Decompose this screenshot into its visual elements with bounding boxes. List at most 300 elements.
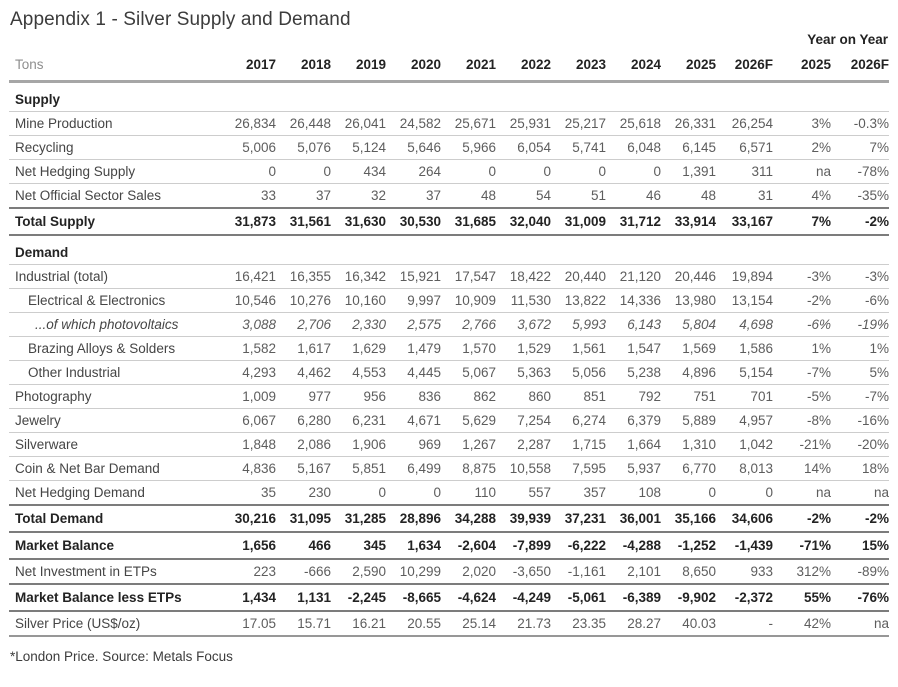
- cell: 5,154: [716, 361, 773, 385]
- cell: 16,421: [221, 265, 276, 289]
- cell: 25,671: [441, 112, 496, 136]
- cell: 792: [606, 385, 661, 409]
- cell: 312%: [773, 559, 831, 584]
- cell: 933: [716, 559, 773, 584]
- cell: -8,665: [386, 584, 441, 611]
- cell: 956: [331, 385, 386, 409]
- cell: 36,001: [606, 505, 661, 532]
- cell: 16,342: [331, 265, 386, 289]
- row-label: Photography: [9, 385, 221, 409]
- cell: -1,252: [661, 532, 716, 559]
- cell: 0: [221, 160, 276, 184]
- cell: 6,067: [221, 409, 276, 433]
- cell: 16,355: [276, 265, 331, 289]
- cell: 6,054: [496, 136, 551, 160]
- cell: -0.3%: [831, 112, 889, 136]
- cell: 4,671: [386, 409, 441, 433]
- cell: 34,288: [441, 505, 496, 532]
- row-label: Net Hedging Demand: [9, 481, 221, 506]
- cell: -78%: [831, 160, 889, 184]
- cell: 55%: [773, 584, 831, 611]
- cell: 1,042: [716, 433, 773, 457]
- cell: 42%: [773, 611, 831, 636]
- row-label: Jewelry: [9, 409, 221, 433]
- cell: 10,160: [331, 289, 386, 313]
- cell: 108: [606, 481, 661, 506]
- cell: 5,937: [606, 457, 661, 481]
- section-header: Demand: [9, 235, 889, 265]
- cell: 17.05: [221, 611, 276, 636]
- cell: 26,254: [716, 112, 773, 136]
- column-header-9-2026f: 2026F: [716, 51, 773, 82]
- cell: 7%: [773, 208, 831, 235]
- table-body: [9, 82, 889, 637]
- cell: 37: [386, 184, 441, 209]
- cell: 30,216: [221, 505, 276, 532]
- cell: 48: [441, 184, 496, 209]
- cell: -: [716, 611, 773, 636]
- table-row-supply: [9, 82, 889, 112]
- cell: 1%: [831, 337, 889, 361]
- cell: 1,561: [551, 337, 606, 361]
- cell: 223: [221, 559, 276, 584]
- cell: 26,331: [661, 112, 716, 136]
- cell: 1,664: [606, 433, 661, 457]
- cell: 5,993: [551, 313, 606, 337]
- page-title: Appendix 1 - Silver Supply and Demand: [10, 9, 351, 30]
- cell: 4,957: [716, 409, 773, 433]
- column-header-4-2021: 2021: [441, 51, 496, 82]
- column-header-7-2024: 2024: [606, 51, 661, 82]
- cell: -76%: [831, 584, 889, 611]
- cell: 1,715: [551, 433, 606, 457]
- cell: -666: [276, 559, 331, 584]
- cell: 977: [276, 385, 331, 409]
- cell: -3%: [773, 265, 831, 289]
- cell: 1,529: [496, 337, 551, 361]
- table-row-electrical-electronics: [9, 289, 889, 313]
- cell: -3,650: [496, 559, 551, 584]
- table-header: [9, 51, 889, 82]
- cell: 10,558: [496, 457, 551, 481]
- cell: 25,217: [551, 112, 606, 136]
- row-label: Mine Production: [9, 112, 221, 136]
- table-row-coin-net-bar-demand: [9, 457, 889, 481]
- cell: 434: [331, 160, 386, 184]
- cell: 0: [386, 481, 441, 506]
- cell: 25.14: [441, 611, 496, 636]
- cell: 13,154: [716, 289, 773, 313]
- cell: -7%: [831, 385, 889, 409]
- cell: 5,124: [331, 136, 386, 160]
- cell: 1,434: [221, 584, 276, 611]
- cell: 4,553: [331, 361, 386, 385]
- row-label: Silver Price (US$/oz): [9, 611, 221, 636]
- cell: na: [831, 481, 889, 506]
- cell: 5,889: [661, 409, 716, 433]
- cell: 1,131: [276, 584, 331, 611]
- cell: 6,145: [661, 136, 716, 160]
- column-header-5-2022: 2022: [496, 51, 551, 82]
- cell: -6,389: [606, 584, 661, 611]
- cell: -20%: [831, 433, 889, 457]
- cell: 11,530: [496, 289, 551, 313]
- cell: -4,624: [441, 584, 496, 611]
- cell: 1,547: [606, 337, 661, 361]
- column-header-0-2017: 2017: [221, 51, 276, 82]
- cell: -4,249: [496, 584, 551, 611]
- cell: 466: [276, 532, 331, 559]
- silver-supply-demand-table: [9, 51, 889, 637]
- cell: 37,231: [551, 505, 606, 532]
- table-row-demand: [9, 235, 889, 265]
- cell: -71%: [773, 532, 831, 559]
- cell: 357: [551, 481, 606, 506]
- cell: 10,299: [386, 559, 441, 584]
- table-row-total-supply: [9, 208, 889, 235]
- cell: 4,445: [386, 361, 441, 385]
- cell: 860: [496, 385, 551, 409]
- cell: 7%: [831, 136, 889, 160]
- cell: 0: [496, 160, 551, 184]
- cell: 4,698: [716, 313, 773, 337]
- cell: -1,161: [551, 559, 606, 584]
- cell: 5,966: [441, 136, 496, 160]
- cell: 31,873: [221, 208, 276, 235]
- cell: 701: [716, 385, 773, 409]
- cell: 14%: [773, 457, 831, 481]
- row-label: Other Industrial: [9, 361, 221, 385]
- cell: -2,604: [441, 532, 496, 559]
- cell: 31,712: [606, 208, 661, 235]
- cell: -5%: [773, 385, 831, 409]
- cell: 5,629: [441, 409, 496, 433]
- cell: 5,056: [551, 361, 606, 385]
- cell: 21,120: [606, 265, 661, 289]
- cell: 31: [716, 184, 773, 209]
- cell: 0: [276, 160, 331, 184]
- cell: -2,372: [716, 584, 773, 611]
- cell: na: [831, 611, 889, 636]
- table-row-jewelry: [9, 409, 889, 433]
- cell: -16%: [831, 409, 889, 433]
- cell: -6%: [831, 289, 889, 313]
- cell: 2,086: [276, 433, 331, 457]
- table-row-net-investment-in-etps: [9, 559, 889, 584]
- footnote: *London Price. Source: Metals Focus: [10, 649, 233, 664]
- table-row-net-official-sector-sales: [9, 184, 889, 209]
- cell: 14,336: [606, 289, 661, 313]
- row-label: Coin & Net Bar Demand: [9, 457, 221, 481]
- cell: -3%: [831, 265, 889, 289]
- cell: 31,685: [441, 208, 496, 235]
- cell: 1,479: [386, 337, 441, 361]
- cell: 31,009: [551, 208, 606, 235]
- cell: -2%: [773, 505, 831, 532]
- cell: 4,836: [221, 457, 276, 481]
- cell: 2,766: [441, 313, 496, 337]
- cell: 3,088: [221, 313, 276, 337]
- cell: 21.73: [496, 611, 551, 636]
- table-row-other-industrial: [9, 361, 889, 385]
- column-header-2-2019: 2019: [331, 51, 386, 82]
- cell: -1,439: [716, 532, 773, 559]
- year-on-year-label: Year on Year: [807, 32, 888, 47]
- cell: 6,571: [716, 136, 773, 160]
- table-row-mine-production: [9, 112, 889, 136]
- cell: 4%: [773, 184, 831, 209]
- row-label: Silverware: [9, 433, 221, 457]
- table-row-market-balance-less-etps: [9, 584, 889, 611]
- cell: 5,076: [276, 136, 331, 160]
- cell: 18,422: [496, 265, 551, 289]
- table-header-row: [9, 51, 889, 82]
- cell: -35%: [831, 184, 889, 209]
- cell: 26,834: [221, 112, 276, 136]
- row-label: Market Balance: [9, 532, 221, 559]
- cell: -8%: [773, 409, 831, 433]
- row-label: ...of which photovoltaics: [9, 313, 221, 337]
- cell: 4,293: [221, 361, 276, 385]
- cell: 862: [441, 385, 496, 409]
- cell: 8,875: [441, 457, 496, 481]
- section-header: Supply: [9, 82, 889, 112]
- cell: 5%: [831, 361, 889, 385]
- cell: 28,896: [386, 505, 441, 532]
- cell: -5,061: [551, 584, 606, 611]
- cell: -9,902: [661, 584, 716, 611]
- cell: 5,363: [496, 361, 551, 385]
- cell: 23.35: [551, 611, 606, 636]
- cell: 20,440: [551, 265, 606, 289]
- row-label: Net Investment in ETPs: [9, 559, 221, 584]
- cell: 0: [716, 481, 773, 506]
- cell: -6,222: [551, 532, 606, 559]
- cell: 31,630: [331, 208, 386, 235]
- table-row-silver-price-us-oz: [9, 611, 889, 636]
- cell: 557: [496, 481, 551, 506]
- cell: 0: [441, 160, 496, 184]
- cell: 5,167: [276, 457, 331, 481]
- cell: 8,013: [716, 457, 773, 481]
- cell: 15%: [831, 532, 889, 559]
- cell: 31,095: [276, 505, 331, 532]
- cell: 1,848: [221, 433, 276, 457]
- cell: 5,646: [386, 136, 441, 160]
- cell: 31,285: [331, 505, 386, 532]
- table-row-market-balance: [9, 532, 889, 559]
- cell: 30,530: [386, 208, 441, 235]
- row-label: Brazing Alloys & Solders: [9, 337, 221, 361]
- row-label: Net Hedging Supply: [9, 160, 221, 184]
- cell: -2,245: [331, 584, 386, 611]
- row-label: Total Supply: [9, 208, 221, 235]
- cell: 110: [441, 481, 496, 506]
- cell: 1,634: [386, 532, 441, 559]
- cell: 6,280: [276, 409, 331, 433]
- cell: 2,590: [331, 559, 386, 584]
- cell: 35: [221, 481, 276, 506]
- cell: 32,040: [496, 208, 551, 235]
- cell: 0: [331, 481, 386, 506]
- cell: 0: [551, 160, 606, 184]
- cell: 1,569: [661, 337, 716, 361]
- column-header-6-2023: 2023: [551, 51, 606, 82]
- cell: 25,931: [496, 112, 551, 136]
- column-header-11-2026f: 2026F: [831, 51, 889, 82]
- cell: 6,048: [606, 136, 661, 160]
- cell: 311: [716, 160, 773, 184]
- cell: na: [773, 160, 831, 184]
- cell: 7,254: [496, 409, 551, 433]
- cell: -21%: [773, 433, 831, 457]
- cell: 0: [606, 160, 661, 184]
- cell: 9,997: [386, 289, 441, 313]
- cell: 0: [661, 481, 716, 506]
- row-label: Recycling: [9, 136, 221, 160]
- cell: 10,546: [221, 289, 276, 313]
- table-row-total-demand: [9, 505, 889, 532]
- cell: 15,921: [386, 265, 441, 289]
- cell: 18%: [831, 457, 889, 481]
- cell: 51: [551, 184, 606, 209]
- cell: 20.55: [386, 611, 441, 636]
- table-row-brazing-alloys-solders: [9, 337, 889, 361]
- cell: 20,446: [661, 265, 716, 289]
- cell: 33: [221, 184, 276, 209]
- cell: 2,020: [441, 559, 496, 584]
- cell: 3,672: [496, 313, 551, 337]
- cell: 33,914: [661, 208, 716, 235]
- cell: 10,276: [276, 289, 331, 313]
- column-header-1-2018: 2018: [276, 51, 331, 82]
- cell: 836: [386, 385, 441, 409]
- cell: 1,656: [221, 532, 276, 559]
- cell: 5,851: [331, 457, 386, 481]
- cell: 230: [276, 481, 331, 506]
- cell: 1,267: [441, 433, 496, 457]
- cell: 1,906: [331, 433, 386, 457]
- column-header-10-2025: 2025: [773, 51, 831, 82]
- cell: 1,617: [276, 337, 331, 361]
- cell: 1,570: [441, 337, 496, 361]
- cell: 2%: [773, 136, 831, 160]
- table-row-net-hedging-demand: [9, 481, 889, 506]
- cell: 5,238: [606, 361, 661, 385]
- cell: -7,899: [496, 532, 551, 559]
- cell: -2%: [773, 289, 831, 313]
- cell: -7%: [773, 361, 831, 385]
- cell: 39,939: [496, 505, 551, 532]
- cell: 3%: [773, 112, 831, 136]
- cell: 1%: [773, 337, 831, 361]
- cell: 26,041: [331, 112, 386, 136]
- cell: 7,595: [551, 457, 606, 481]
- cell: 6,231: [331, 409, 386, 433]
- cell: 15.71: [276, 611, 331, 636]
- cell: 2,101: [606, 559, 661, 584]
- table-row-silverware: [9, 433, 889, 457]
- cell: 1,586: [716, 337, 773, 361]
- cell: 264: [386, 160, 441, 184]
- cell: 35,166: [661, 505, 716, 532]
- column-header-8-2025: 2025: [661, 51, 716, 82]
- cell: 6,379: [606, 409, 661, 433]
- row-label: Total Demand: [9, 505, 221, 532]
- cell: 33,167: [716, 208, 773, 235]
- cell: 5,006: [221, 136, 276, 160]
- cell: 5,804: [661, 313, 716, 337]
- cell: 4,462: [276, 361, 331, 385]
- cell: 5,741: [551, 136, 606, 160]
- cell: 4,896: [661, 361, 716, 385]
- cell: 31,561: [276, 208, 331, 235]
- row-label: Industrial (total): [9, 265, 221, 289]
- cell: 1,582: [221, 337, 276, 361]
- table-row-photography: [9, 385, 889, 409]
- cell: 6,274: [551, 409, 606, 433]
- cell: 2,287: [496, 433, 551, 457]
- cell: 25,618: [606, 112, 661, 136]
- cell: 28.27: [606, 611, 661, 636]
- table-row-net-hedging-supply: [9, 160, 889, 184]
- cell: 1,310: [661, 433, 716, 457]
- cell: 17,547: [441, 265, 496, 289]
- cell: -6%: [773, 313, 831, 337]
- cell: 46: [606, 184, 661, 209]
- cell: 37: [276, 184, 331, 209]
- cell: 969: [386, 433, 441, 457]
- cell: 2,575: [386, 313, 441, 337]
- cell: 345: [331, 532, 386, 559]
- row-label: Market Balance less ETPs: [9, 584, 221, 611]
- cell: 8,650: [661, 559, 716, 584]
- cell: 1,391: [661, 160, 716, 184]
- cell: 851: [551, 385, 606, 409]
- cell: -2%: [831, 505, 889, 532]
- cell: -89%: [831, 559, 889, 584]
- row-label: Electrical & Electronics: [9, 289, 221, 313]
- row-label: Net Official Sector Sales: [9, 184, 221, 209]
- cell: 16.21: [331, 611, 386, 636]
- cell: 34,606: [716, 505, 773, 532]
- cell: 751: [661, 385, 716, 409]
- cell: 48: [661, 184, 716, 209]
- cell: 1,629: [331, 337, 386, 361]
- cell: -19%: [831, 313, 889, 337]
- cell: 2,330: [331, 313, 386, 337]
- cell: 6,499: [386, 457, 441, 481]
- cell: 26,448: [276, 112, 331, 136]
- cell: -4,288: [606, 532, 661, 559]
- cell: 32: [331, 184, 386, 209]
- column-header-3-2020: 2020: [386, 51, 441, 82]
- cell: -2%: [831, 208, 889, 235]
- cell: 1,009: [221, 385, 276, 409]
- cell: 19,894: [716, 265, 773, 289]
- unit-label: Tons: [9, 51, 221, 82]
- cell: 2,706: [276, 313, 331, 337]
- cell: 13,980: [661, 289, 716, 313]
- cell: 6,143: [606, 313, 661, 337]
- cell: 24,582: [386, 112, 441, 136]
- table-row-industrial-total: [9, 265, 889, 289]
- cell: 6,770: [661, 457, 716, 481]
- cell: 40.03: [661, 611, 716, 636]
- cell: na: [773, 481, 831, 506]
- cell: 5,067: [441, 361, 496, 385]
- table-row-recycling: [9, 136, 889, 160]
